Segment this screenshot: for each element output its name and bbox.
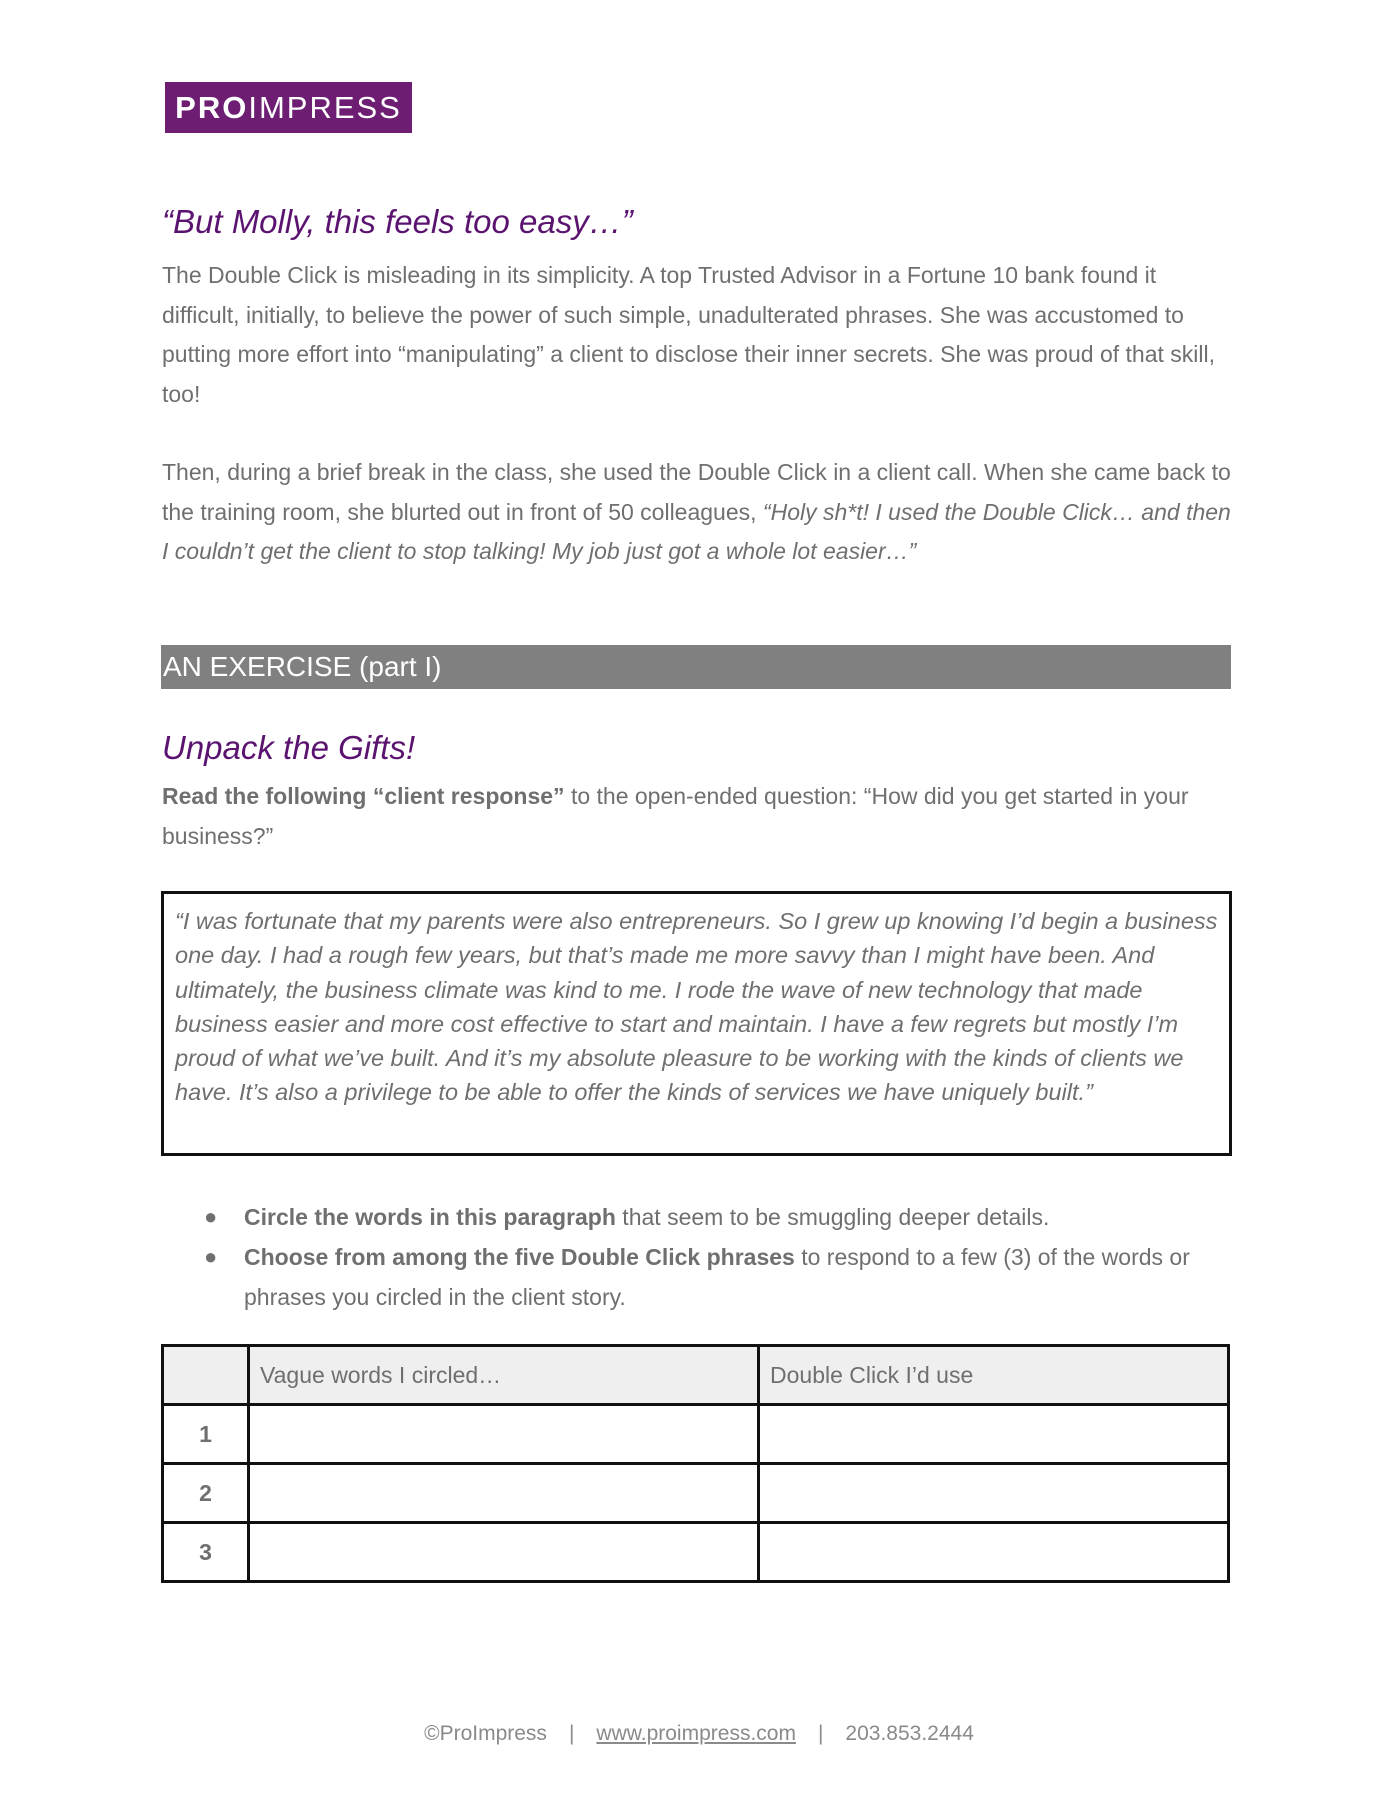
bullet-rest: to respond to a few (3) of the words or phrases you circled in the client story.	[244, 1244, 1190, 1310]
exercise-bullet-list	[162, 1197, 1232, 1317]
bullet-item	[162, 1237, 1232, 1317]
logo-bold-text: PRO	[175, 89, 249, 125]
bullet-bold: Choose from among the five Double Click phrases	[244, 1244, 795, 1270]
vague-words-cell[interactable]	[249, 1523, 759, 1582]
vague-words-cell[interactable]	[249, 1405, 759, 1464]
double-click-cell[interactable]	[759, 1523, 1229, 1582]
table-header-row	[163, 1346, 1229, 1405]
table-row	[163, 1405, 1229, 1464]
footer-copyright: ©ProImpress	[424, 1722, 547, 1745]
bullet-dot-icon: ●	[204, 1204, 218, 1229]
page-footer	[0, 1722, 1398, 1746]
footer-phone: 203.853.2444	[845, 1722, 974, 1745]
instruction-rest: to the open-ended question: “How did you get started in your business?”	[162, 783, 1189, 849]
bullet-rest: that seem to be smuggling deeper details.	[615, 1204, 1050, 1230]
double-click-cell[interactable]	[759, 1405, 1229, 1464]
table-header-vague-words: Vague words I circled…	[249, 1346, 759, 1405]
table-header-blank	[163, 1346, 249, 1405]
exercise-banner: AN EXERCISE (part I)	[161, 645, 1231, 689]
row-number: 1	[163, 1405, 249, 1464]
table-row	[163, 1464, 1229, 1523]
paragraph-simplicity: The Double Click is misleading in its simplicity. A top Trusted Advisor in a Fortune 10 bank found it difficult, initially, to believe the power of such simple, unadulterated phrases. She was accustomed to putting more effort into “manipulating” a client to disclose their inner secrets. She was proud of that skill, too!	[162, 262, 1215, 407]
anecdote-text: Then, during a brief break in the class, she used the Double Click in a client call. When she came back to the training room, she blurted out in front of 50 colleagues,	[162, 459, 1231, 525]
table-row	[163, 1523, 1229, 1582]
row-number: 2	[163, 1464, 249, 1523]
section-heading-easy: “But Molly, this feels too easy…”	[162, 203, 633, 240]
logo-light-text: IMPRESS	[248, 89, 402, 125]
bullet-bold: Circle the words in this paragraph	[244, 1204, 616, 1230]
exercise-table	[161, 1344, 1230, 1583]
footer-separator: |	[568, 1722, 575, 1745]
instruction-bold: Read the following “client response”	[162, 783, 565, 809]
client-response-box: “I was fortunate that my parents were also entrepreneurs. So I grew up knowing I’d begin a business one day. I had a rough few years, but that’s made me more savvy than I might have been. And ultimately, the business climate was kind to me. I rode the wave of new technology that made business easier and more cost effective to start and maintain. I have a few regrets but mostly I’m proud of what we’ve built. And it’s my absolute pleasure to be working with the kinds of clients we have. It’s also a privilege to be able to offer the kinds of services we have uniquely built.”	[161, 891, 1232, 1156]
table-header-double-click: Double Click I’d use	[759, 1346, 1229, 1405]
row-number: 3	[163, 1523, 249, 1582]
vague-words-cell[interactable]	[249, 1464, 759, 1523]
double-click-cell[interactable]	[759, 1464, 1229, 1523]
proimpress-logo	[165, 82, 412, 133]
section-heading-unpack: Unpack the Gifts!	[162, 729, 416, 766]
instruction-paragraph	[162, 777, 1232, 856]
bullet-dot-icon: ●	[204, 1244, 218, 1269]
anecdote-quote: “Holy sh*t! I used the Double Click… and then I couldn’t get the client to stop talking! My job just got a whole lot easier…”	[162, 498, 1231, 564]
bullet-item	[162, 1197, 1232, 1237]
footer-separator: |	[817, 1722, 824, 1745]
paragraph-anecdote	[162, 453, 1232, 572]
footer-website-link[interactable]: www.proimpress.com	[596, 1722, 796, 1745]
